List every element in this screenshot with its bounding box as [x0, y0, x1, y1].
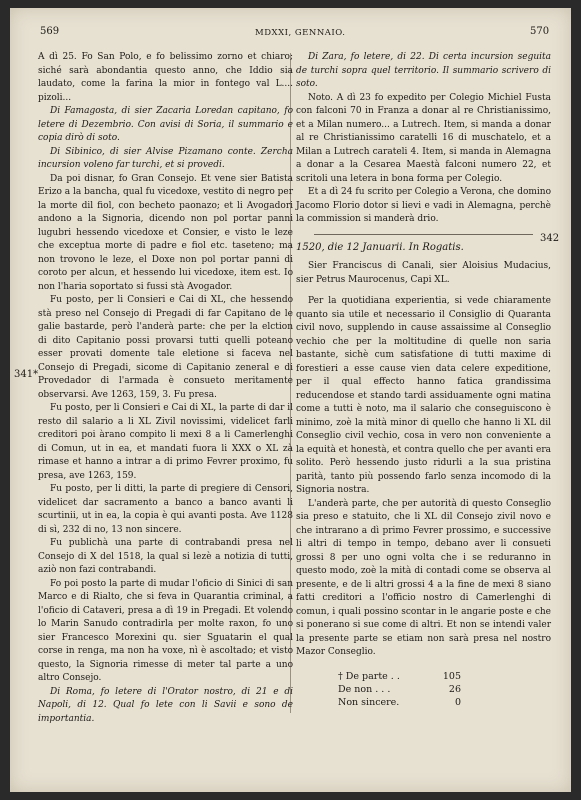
section-rule [314, 234, 533, 235]
paragraph: Di Zara, fo letere, di 22. Di certa incursion seguita de turchi sopra quel territorio. Il summario scrivero di soto. [296, 52, 551, 89]
vote-row [338, 670, 551, 683]
right-page-number: 570 [530, 26, 550, 37]
left-page-number: 569 [40, 26, 60, 37]
paragraph: A dì 25. Fo San Polo, e fo belissimo zorno et chiaro; siché sarà abondantia questo anno, che Iddio sia laudato, come la farina la mior in fontego val L.... pizoli... [38, 52, 293, 103]
paragraph: Fu posto, per li Consieri e Cai di XL, la parte di dar il resto dil salario a li XL Zivil novissimi, videlicet farli creditori poi àrano compito li mexi 8 a li Camerlenghi di Comun, ut in ea, et mandati fuora li XXX o XL zà rimase et hanno a intrar a di primo Fevrer proximo, fu presa, ave 1263, 159. [38, 403, 293, 481]
vote-label: De non . . . [338, 683, 391, 695]
paragraph: L'anderà parte, che per autorità di questo Conseglio sia preso e statuito, che li XL dil Consejo zivil novo e che intrarano a dì primo Fevrer prossimo, e successive li altri di tempo in tempo, debano aver li consueti grossi 8 per uno ogni volta che i se reduranno in questo modo, zoè la mità di contadi come se observa al presente, e de li altri grossi 4 a la fine de mexi 8 siano fatti creditori a l'officio nostro di Camerlenghi di comun, i quali possino scontar in le angarie poste e che si ponerano si sue come di altri. Et non se intendi valer la presente parte se etiam non sarà presa nel nostro Mazor Conseglio. [296, 498, 551, 657]
right-column [296, 51, 551, 709]
margin-note-left: 341* [14, 369, 39, 380]
vote-count: 26 [448, 683, 461, 695]
book-page [10, 8, 571, 792]
vote-count: 0 [454, 696, 461, 708]
paragraph: Et a dì 24 fu scrito per Colegio a Verona, che domino Jacomo Florio dotor si lievi e vadi in Alemagna, perchè la commission si manderà drio. [296, 187, 551, 224]
paragraph: Fu posto, per li ditti, la parte di pregiere di Censori, videlicet dar sacramento a banco a banco avanti li scurtinii, ut in ea, la copia è qui avanti posta. Ave 1128 di sì, 232 di no, 13 non sincere. [38, 484, 293, 535]
section-heading: 1520, die 12 Januarii. In Rogatis. [296, 241, 464, 253]
paragraph: Di Roma, fo letere di l'Orator nostro, di 21 e di Napoli, di 12. Qual fo lete con li Savii e sono de importantia. [38, 686, 293, 724]
paragraph: Fu posto, per li Consieri e Cai di XL, che hessendo stà preso nel Consejo di Pregadi di far Capitano de le galie bastarde, però l'anderà parte: che per la elction di dito Capitanio possi provarsi tutti quelli poteano esser provati domente tale eletione si faceva nel Consejo di Pregadi, sicome di Capitanio zeneral e di Provedador di l'armada è consueto meritamente observarsi. Ave 1263, 159, 3. Fu presa. [38, 295, 293, 400]
paragraph: Sier Franciscus di Canali, sier Aloisius Mudacius, sier Petrus Maurocenus, Capi XL. [296, 261, 551, 285]
paragraph: Di Famagosta, di sier Zacaria Loredan capitano, fo letere di Dezembrio. Con avisi di Soria, il summario e copia dirò di soto. [38, 106, 293, 143]
paragraph: Di Sibinico, di sier Alvise Pizamano conte. Zercha incursion voleno far turchi, et si provedi. [38, 146, 293, 170]
vote-row [338, 696, 551, 709]
paragraph: Noto. A dì 23 fo expedito per Colegio Michiel Fusta con falconi 70 in Franza a donar al re Christianissimo, et a Milan numero... a Lutrech. Item, si manda a donar al re Christianissimo caratelli 16 di muschatelo, et a Milan a Lutrech carateli 4. Item, si manda in Alemagna a donar a la Cesarea Maestà falconi numero 22, et scritoli una letera in bona forma per Colegio. [296, 92, 551, 184]
margin-note-right: 342 [540, 233, 560, 244]
paragraph: Da poi disnar, fo Gran Consejo. Et vene sier Batista Erizo a la bancha, qual fu vicedoxe, vestito di negro per la morte dil fiol, con becheto paonazo; et li Avogadori andono a la Signoria, dicendo non pol portar panni lugubri hessendo vicedoxe et Consier, e visto le leze che exceptua morte di padre e fiol etc. taseteno; ma non trovono le leze, el Doxe non pol portar panni di coroto per alcun, et hessendo lui vicedoxe, item est. Io non l'haria soportato si fussi stà Avogador. [38, 173, 294, 292]
paragraph: Fu publichà una parte di contrabandi presa nel Consejo di X del 1518, la qual si lezè a notizia di tutti, aziò non fazi contrabandi. [38, 538, 293, 575]
vote-row [338, 683, 551, 696]
running-header: MDXXI, GENNAIO. [255, 28, 346, 38]
vote-tally [296, 670, 551, 709]
vote-label: † De parte . . [338, 670, 400, 682]
left-column [38, 51, 293, 726]
paragraph: Per la quotidiana experientia, si vede chiaramente quanto sia utile et necessario il Consiglio di Quaranta civil novo, supplendo in cause assaissime al Conseglio vechio che per la moltitudine di quelle non saria bastante, sichè cum satisfatione di tutti maxime di forestieri a esse cause vien data celere expeditione, per il qual effecto hanno fatica grandissima reducendose et stando tardi assiduamente ogni matina come a tutti è noto, ma il salario che conseguiscono è minimo, zoè la mità minor di quello che hanno li XL dil Conseglio civil vechio, cosa in vero non conveniente a la equità et honestà, et contra quello che per avanti era solito. Però hessendo justo ridurli a la sua pristina parità, tanto più possendo farlo senza incomodo di la Signoria nostra. [296, 296, 551, 495]
vote-label: Non sincere. [338, 696, 400, 708]
paragraph: Fo poi posto la parte di mudar l'oficio di Sinici di san Marco e di Rialto, che si feva in Quarantia criminal, a l'oficio di Cataveri, presa a dì 19 in Pregadi. Et volendo lo Marin Sanudo contradirla per molte raxon, fo uno sier Francesco Morexini qu. sier Sguatarin el qual corse in renga, ma non ha voxe, nì è ascoltado; et visto questo, la Signoria rimesse di meter tal parte a uno altro Consejo. [38, 578, 293, 683]
vote-count: 105 [442, 670, 461, 682]
